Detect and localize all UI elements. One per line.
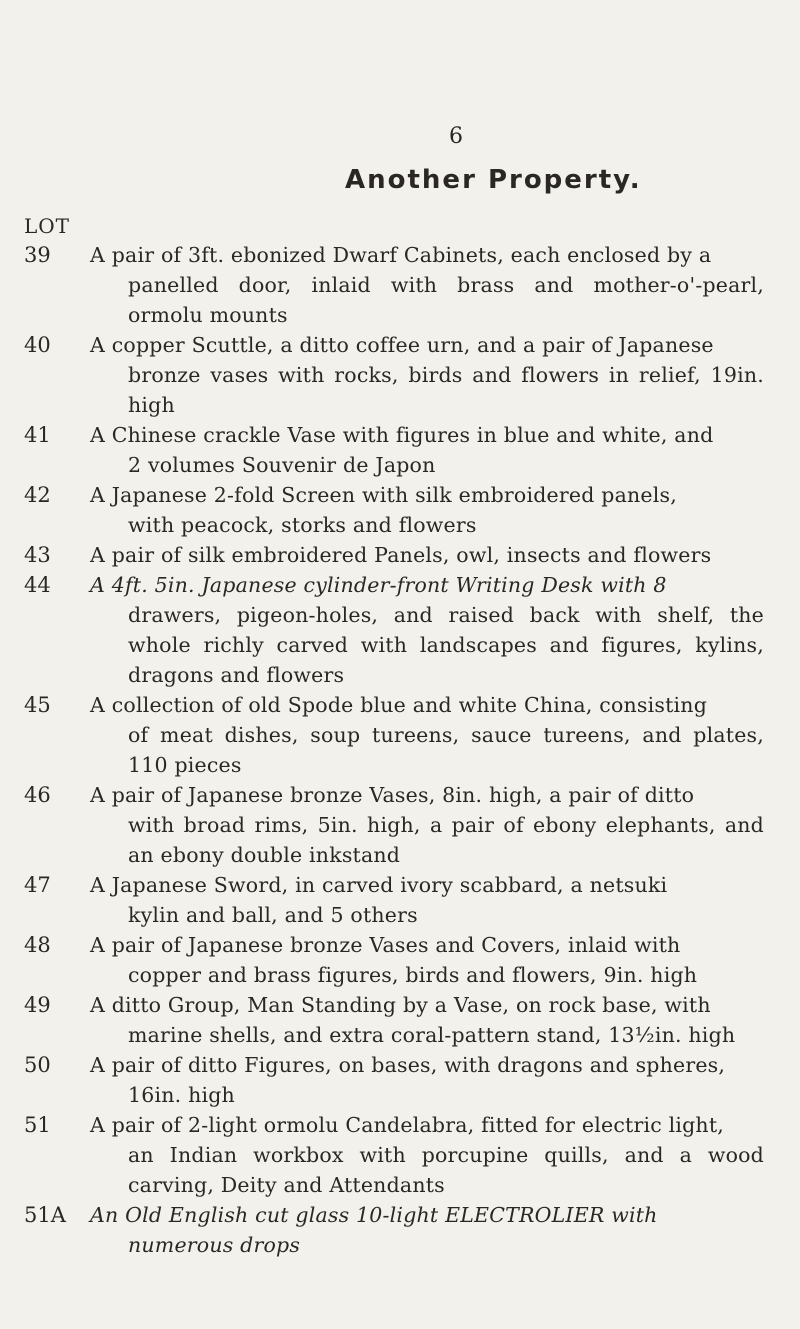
lot-description-first-line: A pair of silk embroidered Panels, owl, insects and flowers	[90, 543, 712, 567]
lot-description-continuation: with peacock, storks and flowers	[128, 513, 477, 537]
lot-entry	[0, 540, 800, 570]
lot-description-first-line: A Chinese crackle Vase with figures in blue and white, and	[90, 423, 714, 447]
lot-description	[90, 420, 764, 480]
lot-description-continuation: with broad rims, 5in. high, a pair of ebony elephants, and an ebony double inkstand	[128, 813, 764, 867]
lot-entry	[0, 480, 800, 540]
lot-number: 51A	[24, 1203, 66, 1227]
lot-number: 50	[24, 1053, 51, 1077]
lot-description-continuation: copper and brass figures, birds and flowers, 9in. high	[128, 963, 698, 987]
lot-entry	[0, 420, 800, 480]
lot-entry	[0, 780, 800, 870]
lot-number: 49	[24, 993, 51, 1017]
lot-description-first-line: A pair of ditto Figures, on bases, with dragons and spheres,	[90, 1053, 726, 1077]
lot-description-continuation: drawers, pigeon-holes, and raised back with shelf, the whole richly carved with landscapes and figures, kylins, dragons and flowers	[128, 603, 764, 687]
lot-number: 51	[24, 1113, 51, 1137]
lot-description-first-line: A Japanese 2-fold Screen with silk embroidered panels,	[90, 483, 677, 507]
lot-description-first-line: An Old English cut glass 10-light ELECTROLIER with	[90, 1203, 658, 1227]
lot-entry	[0, 990, 800, 1050]
lot-description-continuation: numerous drops	[128, 1233, 301, 1257]
lot-number: 39	[24, 243, 51, 267]
lot-description	[90, 480, 764, 540]
lot-entry	[0, 870, 800, 930]
lot-number: 46	[24, 783, 51, 807]
lot-description	[90, 1200, 764, 1260]
lot-description	[90, 990, 764, 1050]
lot-entry	[0, 690, 800, 780]
lot-description-continuation: 2 volumes Souvenir de Japon	[128, 453, 436, 477]
lot-description	[90, 570, 764, 690]
lot-description-first-line: A ditto Group, Man Standing by a Vase, on rock base, with	[90, 993, 711, 1017]
lot-description-continuation: 16in. high	[128, 1083, 235, 1107]
lot-entry	[0, 240, 800, 330]
lot-number: 41	[24, 423, 51, 447]
lot-description	[90, 1110, 764, 1200]
lot-description-continuation: bronze vases with rocks, birds and flowers in relief, 19in. high	[128, 363, 764, 417]
lot-number: 48	[24, 933, 51, 957]
lot-description-first-line: A pair of Japanese bronze Vases and Covers, inlaid with	[90, 933, 681, 957]
lot-description	[90, 930, 764, 990]
lot-description-continuation: of meat dishes, soup tureens, sauce tureens, and plates, 110 pieces	[128, 723, 764, 777]
lot-description	[90, 1050, 764, 1110]
lot-list	[0, 240, 800, 1260]
lot-entry	[0, 1050, 800, 1110]
lot-number: 42	[24, 483, 51, 507]
lot-description-first-line: A pair of 2-light ormolu Candelabra, fitted for electric light,	[90, 1113, 724, 1137]
lot-number: 47	[24, 873, 51, 897]
lot-entry	[0, 330, 800, 420]
lot-number: 45	[24, 693, 51, 717]
lot-description-first-line: A copper Scuttle, a ditto coffee urn, and a pair of Japanese	[90, 333, 714, 357]
lot-number: 40	[24, 333, 51, 357]
lot-description	[90, 780, 764, 870]
lot-number: 44	[24, 573, 51, 597]
lot-description-continuation: kylin and ball, and 5 others	[128, 903, 418, 927]
lot-description-first-line: A Japanese Sword, in carved ivory scabbard, a netsuki	[90, 873, 668, 897]
lot-description	[90, 240, 764, 330]
lot-entry	[0, 1200, 800, 1260]
lot-entry	[0, 930, 800, 990]
lot-description	[90, 540, 764, 570]
lot-description-first-line: A 4ft. 5in. Japanese cylinder-front Writing Desk with 8	[90, 573, 667, 597]
lot-description-first-line: A pair of 3ft. ebonized Dwarf Cabinets, each enclosed by a	[90, 243, 712, 267]
page-number: 6	[449, 124, 463, 149]
lot-description-first-line: A pair of Japanese bronze Vases, 8in. high, a pair of ditto	[90, 783, 695, 807]
lot-description	[90, 870, 764, 930]
lot-description	[90, 690, 764, 780]
lot-description	[90, 330, 764, 420]
lot-number: 43	[24, 543, 51, 567]
lot-description-continuation: marine shells, and extra coral-pattern stand, 13½in. high	[128, 1023, 736, 1047]
lot-description-continuation: an Indian workbox with porcupine quills, and a wood carving, Deity and Attendants	[128, 1143, 764, 1197]
lot-entry	[0, 570, 800, 690]
lot-description-first-line: A collection of old Spode blue and white China, consisting	[90, 693, 708, 717]
lot-column-label: LOT	[24, 214, 71, 238]
lot-entry	[0, 1110, 800, 1200]
lot-description-continuation: panelled door, inlaid with brass and mother-o'-pearl, ormolu mounts	[128, 273, 764, 327]
